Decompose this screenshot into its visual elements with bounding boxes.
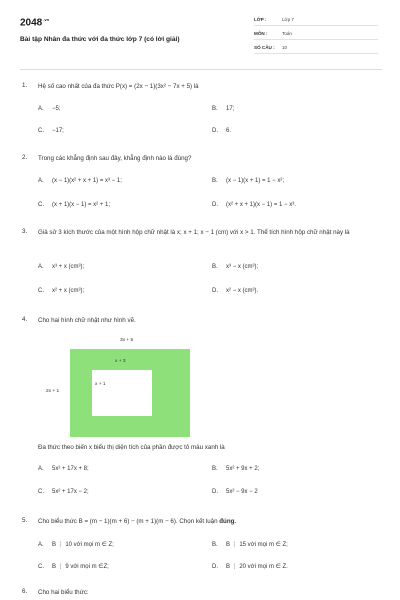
option-text: (x − 1)(x² + x + 1) = x³ − 1;	[52, 178, 122, 184]
logo-suffix: .vn	[43, 17, 50, 22]
option-text: 6.	[226, 128, 232, 134]
option-d[interactable]	[212, 202, 296, 208]
question-number: 1.	[22, 82, 28, 89]
question-number: 6.	[22, 588, 28, 595]
option-b[interactable]	[212, 466, 259, 472]
meta-row-class	[254, 16, 378, 26]
option-b[interactable]	[212, 264, 258, 270]
meta-value: Toán	[282, 31, 292, 36]
option-label: C.	[38, 489, 44, 495]
question-text: Đa thức theo biến x biểu thị diện tích của phần được tô màu xanh là	[38, 444, 225, 451]
question-number: 3.	[22, 228, 28, 235]
option-label: C.	[38, 128, 44, 134]
option-text: B ⋮ 9 với mọi m ∈Z;	[52, 564, 109, 570]
option-a[interactable]	[38, 466, 89, 472]
option-d[interactable]	[212, 489, 258, 495]
option-a[interactable]	[38, 541, 114, 548]
option-text: B ⋮ 10 với mọi m ∈ Z;	[52, 542, 114, 548]
logo-text: 2048	[20, 17, 43, 29]
meta-value: Lớp 7	[282, 17, 294, 22]
option-text: x³ + x (cm³);	[52, 264, 85, 270]
option-label: D.	[212, 128, 218, 134]
question-text: Hệ số cao nhất của đa thức P(x) = (2x − 1)(3x² − 7x + 5) là	[38, 83, 199, 90]
rectangle-figure	[70, 349, 190, 437]
option-text: (x − 1)(x + 1) = 1 − x²;	[226, 178, 285, 184]
option-label: B.	[212, 106, 218, 112]
figure-inner-left-label: x + 1	[95, 382, 106, 387]
option-text: x² + x (cm³);	[52, 288, 85, 294]
option-a[interactable]	[38, 106, 61, 112]
option-d[interactable]	[212, 563, 288, 570]
option-label: A.	[38, 542, 44, 548]
question-number: 2.	[22, 154, 28, 161]
question-text	[38, 517, 382, 527]
option-c[interactable]	[38, 202, 110, 208]
question-number: 4.	[22, 316, 28, 323]
option-c[interactable]	[38, 288, 84, 294]
option-label: D.	[212, 564, 218, 570]
option-text: 5x² + 17x + 8;	[52, 466, 89, 472]
option-a[interactable]	[38, 178, 122, 184]
option-label: B.	[212, 264, 218, 270]
option-d[interactable]	[212, 288, 258, 294]
figure-inner-top-label: x + 3	[115, 359, 126, 364]
meta-key: LỚP :	[254, 17, 267, 22]
option-text: (x + 1)(x − 1) = x² + 1;	[52, 202, 111, 208]
meta-row-count	[254, 44, 378, 54]
option-label: A.	[38, 466, 44, 472]
inner-rectangle	[92, 370, 152, 416]
option-b[interactable]	[212, 178, 284, 184]
question-text: Cho hai biểu thức:	[38, 589, 89, 596]
option-text: 17;	[226, 106, 235, 112]
option-a[interactable]	[38, 264, 84, 270]
meta-key: SỐ CÂU :	[254, 45, 275, 50]
meta-key: MÔN :	[254, 31, 268, 36]
option-text: x³ − x (cm³);	[226, 264, 259, 270]
header-divider	[20, 69, 382, 70]
option-label: C.	[38, 564, 44, 570]
option-label: D.	[212, 202, 218, 208]
option-label: D.	[212, 288, 218, 294]
question-text-plain: Cho biểu thức B = (m − 1)(m + 6) − (m + 1)(m − 6). Chọn kết luận	[38, 518, 218, 525]
option-b[interactable]	[212, 106, 234, 112]
question-text: Trong các khẳng định sau đây, khẳng định nào là đúng?	[38, 155, 192, 162]
meta-value: 10	[282, 45, 288, 50]
option-text: 5x² − 9x − 2	[226, 489, 258, 495]
option-text: 5x² + 17x − 2;	[52, 489, 89, 495]
option-b[interactable]	[212, 541, 288, 548]
option-label: C.	[38, 202, 44, 208]
document-title: Bài tập Nhân đa thức với đa thức lớp 7 (có lời giải)	[20, 36, 180, 43]
option-label: B.	[212, 178, 218, 184]
question-number: 5.	[22, 517, 28, 524]
option-text: B ⋮ 20 với mọi m ∈ Z.	[226, 564, 288, 570]
option-label: C.	[38, 288, 44, 294]
option-text: x² − x (cm³).	[226, 288, 259, 294]
option-c[interactable]	[38, 128, 64, 134]
figure-left-label: 2x + 1	[46, 389, 60, 394]
option-label: A.	[38, 106, 44, 112]
option-text: −5;	[52, 106, 61, 112]
option-text: 5x² + 9x + 2;	[226, 466, 260, 472]
option-label: A.	[38, 178, 44, 184]
question-text: Giả sử 3 kích thước của một hình hộp chữ nhật là x; x + 1; x − 1 (cm) với x > 1. Thể tích hình hộp chữ nhật này là	[38, 229, 350, 236]
figure-top-label: 3x + 5	[120, 338, 134, 343]
option-label: A.	[38, 264, 44, 270]
option-text: (x² + x + 1)(x − 1) = 1 − x³.	[226, 202, 296, 208]
meta-row-subject	[254, 30, 378, 40]
question-text-emphasis: đúng.	[219, 518, 237, 525]
option-label: D.	[212, 489, 218, 495]
option-c[interactable]	[38, 563, 109, 570]
site-logo[interactable]	[20, 17, 49, 28]
option-label: B.	[212, 542, 218, 548]
option-d[interactable]	[212, 128, 231, 134]
question-text: Cho hai hình chữ nhật như hình vẽ.	[38, 317, 136, 324]
option-label: B.	[212, 466, 218, 472]
option-c[interactable]	[38, 489, 89, 495]
option-text: −17;	[52, 128, 64, 134]
document-header	[20, 12, 382, 60]
option-text: B ⋮ 15 với mọi m ∈ Z;	[226, 542, 288, 548]
